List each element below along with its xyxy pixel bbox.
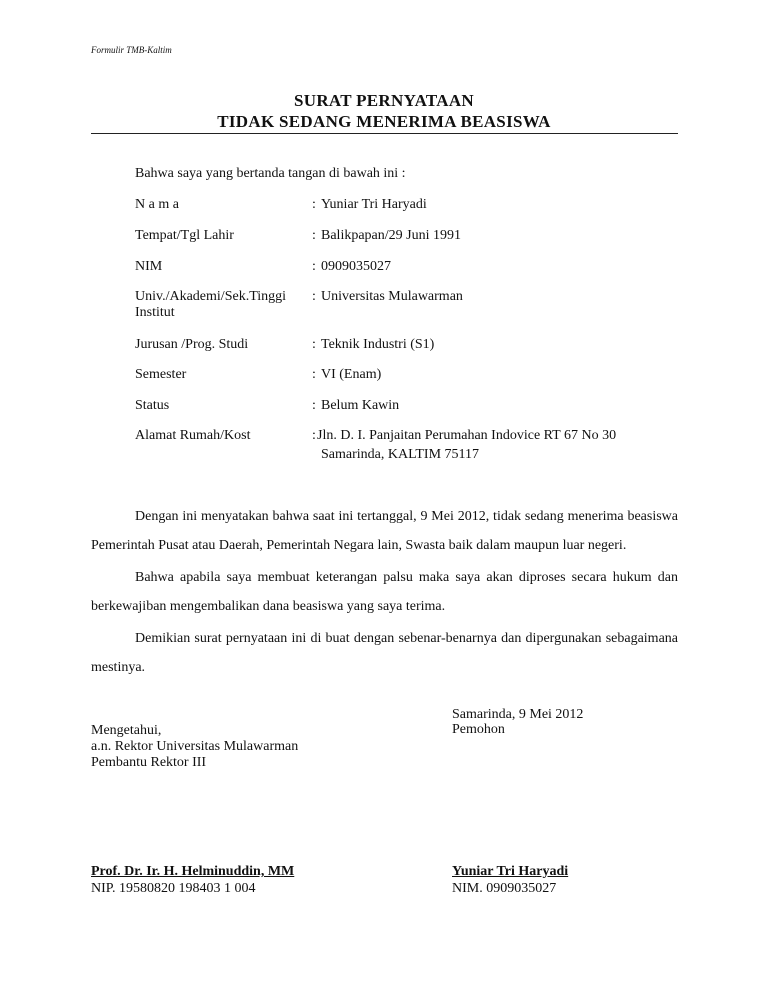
applicant-nim: NIM. 0909035027: [452, 881, 557, 896]
statement-paragraph-3: Demikian surat pernyataan ini di buat dengan sebenar-benarnya dan dipergunakan sebagaimana mestinya.: [91, 631, 678, 675]
field-colon: :: [312, 398, 316, 413]
field-value-address: Jln. D. I. Panjaitan Perumahan Indovice RT 67 No 30: [317, 428, 617, 443]
field-value-birth: Balikpapan/29 Juni 1991: [321, 228, 461, 243]
on-behalf-rector: a.n. Rektor Universitas Mulawarman: [91, 739, 299, 754]
field-colon: :: [312, 367, 316, 382]
field-label-semester: Semester: [135, 367, 187, 382]
field-colon: :: [312, 228, 316, 243]
field-label-nama: N a m a: [135, 197, 179, 212]
field-label-university: Univ./Akademi/Sek.Tinggi Institut: [135, 289, 287, 320]
field-value-nama: Yuniar Tri Haryadi: [321, 197, 427, 212]
field-colon: :: [312, 259, 316, 274]
place-date: Samarinda, 9 Mei 2012: [452, 707, 584, 722]
field-colon: :: [312, 428, 316, 443]
official-signatory-name: Prof. Dr. Ir. H. Helminuddin, MM: [91, 864, 295, 879]
field-value-university: Universitas Mulawarman: [321, 289, 463, 304]
field-colon: :: [312, 197, 316, 212]
field-colon: :: [312, 289, 316, 304]
statement-paragraph-1: Dengan ini menyatakan bahwa saat ini tertanggal, 9 Mei 2012, tidak sedang menerima beasiswa Pemerintah Pusat atau Daerah, Pemerintah Negara lain, Swasta baik dalam maupun luar negeri.: [91, 509, 678, 553]
official-nip: NIP. 19580820 198403 1 004: [91, 881, 256, 896]
field-label-major: Jurusan /Prog. Studi: [135, 337, 249, 352]
field-value-status: Belum Kawin: [321, 398, 400, 413]
statement-paragraph-2: Bahwa apabila saya membuat keterangan palsu maka saya akan diproses secara hukum dan berkewajiban mengembalikan dana beasiswa yang saya terima.: [91, 570, 678, 614]
intro-text: Bahwa saya yang bertanda tangan di bawah ini :: [135, 166, 406, 181]
field-label-birth: Tempat/Tgl Lahir: [135, 228, 234, 243]
title-underline: [91, 133, 678, 134]
field-label-nim: NIM: [135, 259, 163, 274]
vice-rector-title: Pembantu Rektor III: [91, 755, 207, 770]
field-label-address: Alamat Rumah/Kost: [135, 428, 251, 443]
applicant-signatory-name: Yuniar Tri Haryadi: [452, 864, 569, 879]
field-colon: :: [312, 337, 316, 352]
field-value-semester: VI (Enam): [321, 367, 382, 382]
field-label-status: Status: [135, 398, 170, 413]
document-title-line-1: SURAT PERNYATAAN: [293, 91, 475, 110]
field-value-address-line-2: Samarinda, KALTIM 75117: [321, 447, 479, 462]
form-code-note: Formulir TMB-Kaltim: [91, 45, 172, 55]
acknowledged-label: Mengetahui,: [91, 723, 162, 738]
document-title-line-2: TIDAK SEDANG MENERIMA BEASISWA: [217, 112, 551, 131]
field-value-major: Teknik Industri (S1): [321, 337, 435, 352]
applicant-role: Pemohon: [452, 722, 505, 737]
field-value-nim: 0909035027: [321, 259, 391, 274]
